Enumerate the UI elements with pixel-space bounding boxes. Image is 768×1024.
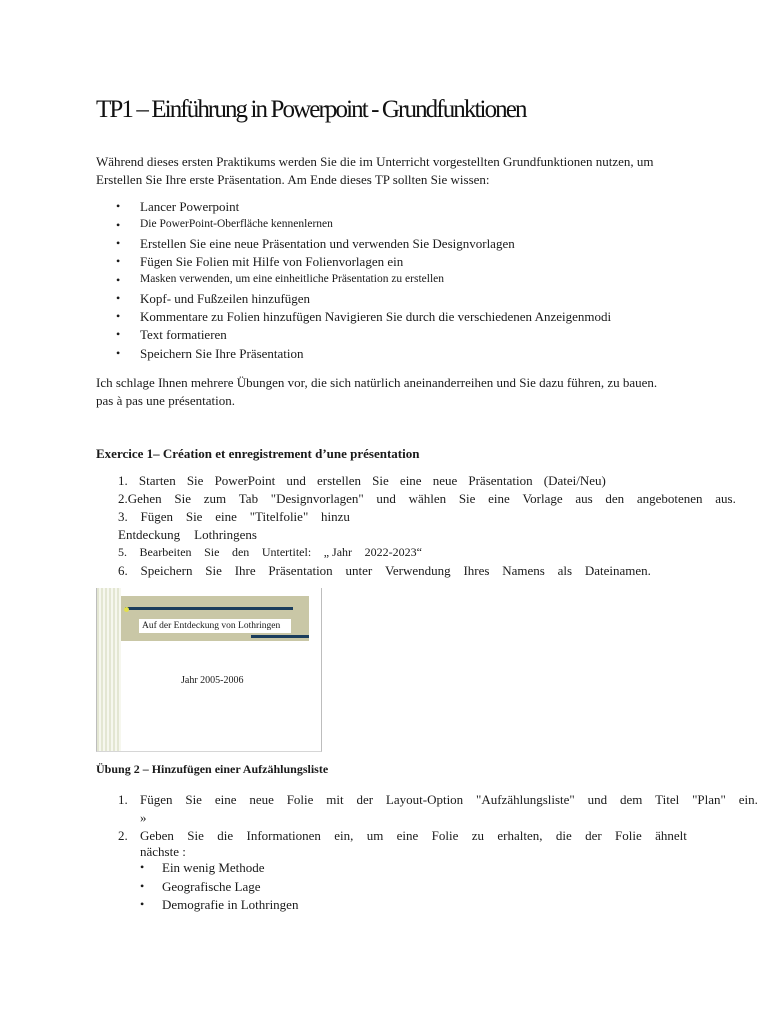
outro-line-1: Ich schlage Ihnen mehrere Übungen vor, die sich natürlich aneinanderreihen und Sie dazu führen, zu bauen. — [96, 375, 658, 390]
slide-accent-dot — [124, 607, 129, 612]
ex1-step-1: 1. Starten Sie PowerPoint und erstellen Sie eine neue Präsentation (Datei/Neu) — [118, 473, 606, 488]
ex2-item-1-number: 1. — [118, 792, 128, 807]
slide-rule-bottom — [251, 635, 309, 638]
bullet-icon: • — [116, 218, 121, 232]
exercise-1-heading: Exercice 1– Création et enregistrement d’une présentation — [96, 446, 420, 461]
slide-stripes — [97, 588, 121, 751]
bullet-icon: • — [116, 327, 121, 341]
bullet-icon: • — [116, 254, 121, 268]
ex2-item-2-cont: nächste : — [140, 844, 186, 859]
ex2-item-2-number: 2. — [118, 828, 128, 843]
bullet-icon: • — [116, 273, 121, 287]
slide-title: Auf der Entdeckung von Lothringen — [139, 619, 291, 633]
intro-line-1: Während dieses ersten Praktikums werden Sie die im Unterricht vorgestellten Grundfunktionen nutzen, um — [96, 154, 654, 169]
bullet-icon: • — [116, 346, 121, 360]
bullet-icon: • — [116, 236, 121, 250]
bullet-icon: • — [116, 291, 121, 305]
bullet-icon: • — [116, 199, 121, 213]
slide-preview — [96, 588, 322, 752]
bullet-icon: • — [140, 860, 145, 874]
ex1-step-5: 5. Bearbeiten Sie den Untertitel: „ Jahr 2022-2023“ — [118, 545, 422, 559]
bullet-icon: • — [140, 897, 145, 911]
ex1-step-4: Entdeckung Lothringens — [118, 527, 257, 542]
ex1-step-2: 2.Gehen Sie zum Tab "Designvorlagen" und wählen Sie eine Vorlage aus den angebotenen aus. — [118, 491, 736, 506]
ex1-step-3: 3. Fügen Sie eine "Titelfolie" hinzu — [118, 509, 350, 524]
ex2-item-2: Geben Sie die Informationen ein, um eine Folie zu erhalten, die der Folie ähnelt — [140, 828, 687, 843]
bullet-icon: • — [116, 309, 121, 323]
bullet-icon: • — [140, 879, 145, 893]
ex1-step-6: 6. Speichern Sie Ihre Präsentation unter Verwendung Ihres Namens als Dateinamen. — [118, 563, 651, 578]
exercise-2-heading: Übung 2 – Hinzufügen einer Aufzählungsliste — [96, 762, 329, 776]
slide-rule-top — [125, 607, 293, 610]
outro-line-2: pas à pas une présentation. — [96, 393, 235, 408]
ex2-item-1-cont: » — [140, 810, 147, 825]
ex2-item-1: Fügen Sie eine neue Folie mit der Layout-Option "Aufzählungsliste" und dem Titel "Plan" ein. — [140, 792, 758, 807]
page-title: TP1 – Einführung in Powerpoint - Grundfunktionen — [96, 96, 526, 123]
slide-subtitle: Jahr 2005-2006 — [181, 675, 244, 686]
intro-line-2: Erstellen Sie Ihre erste Präsentation. Am Ende dieses TP sollten Sie wissen: — [96, 172, 490, 187]
